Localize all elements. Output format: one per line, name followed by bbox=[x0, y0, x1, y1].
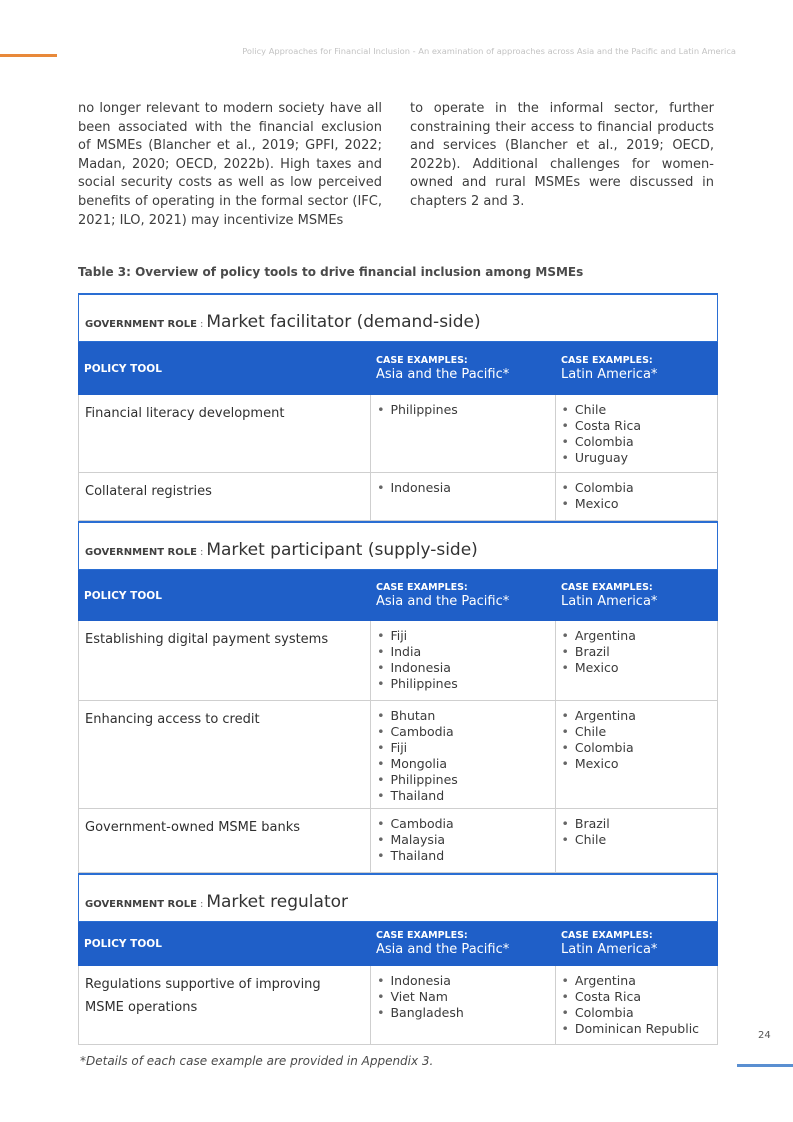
case-example-item: • Chile bbox=[562, 832, 713, 848]
policy-tool-name: Collateral registries bbox=[85, 484, 212, 499]
case-example-item: • Costa Rica bbox=[562, 418, 713, 434]
role-name: Market regulator bbox=[206, 892, 349, 912]
case-example-item: • Mongolia bbox=[377, 756, 549, 772]
asia-pacific-header: Asia and the Pacific* bbox=[376, 942, 510, 957]
policy-tool-name: Financial literacy development bbox=[85, 406, 285, 421]
case-examples-label: CASE EXAMPLES: bbox=[561, 581, 653, 593]
case-examples-label: CASE EXAMPLES: bbox=[561, 354, 653, 366]
case-example-item: • Bhutan bbox=[377, 708, 549, 724]
case-examples-label: CASE EXAMPLES: bbox=[376, 930, 468, 941]
asia-examples-list bbox=[377, 973, 549, 1021]
case-example-item: • Viet Nam bbox=[377, 989, 549, 1005]
case-example-item: • Dominican Republic bbox=[562, 1021, 712, 1037]
table-row bbox=[78, 809, 718, 873]
policy-tool-header: POLICY TOOL bbox=[84, 589, 162, 602]
column-header-row bbox=[78, 922, 718, 966]
case-example-item: • India bbox=[377, 644, 549, 660]
latin-america-header: Latin America* bbox=[561, 593, 658, 609]
case-example-item: • Indonesia bbox=[377, 973, 549, 989]
case-example-item: • Argentina bbox=[562, 628, 713, 644]
column-header-row bbox=[78, 342, 718, 395]
asia-examples-list bbox=[377, 816, 549, 864]
table-row bbox=[78, 395, 718, 473]
policy-tool-name: Establishing digital payment systems bbox=[85, 632, 329, 647]
case-example-item: • Mexico bbox=[562, 496, 713, 512]
running-header: Policy Approaches for Financial Inclusion - An examination of approaches across Asia and the Pacific and Latin America bbox=[242, 46, 736, 56]
case-example-item: • Argentina bbox=[562, 708, 713, 724]
case-example-item: • Indonesia bbox=[377, 660, 549, 676]
asia-examples-list bbox=[377, 402, 549, 418]
case-example-item: • Colombia bbox=[562, 1005, 712, 1021]
case-example-item: • Colombia bbox=[562, 740, 713, 756]
role-row-market-participant bbox=[78, 521, 718, 570]
policy-tool-name: Government-owned MSME banks bbox=[85, 820, 301, 835]
role-separator: : bbox=[199, 899, 204, 910]
policy-tools-table bbox=[78, 293, 718, 1045]
case-example-item: • Colombia bbox=[562, 480, 713, 496]
role-row-market-regulator bbox=[78, 873, 718, 922]
page-number: 24 bbox=[758, 1030, 771, 1041]
case-example-item: • Bangladesh bbox=[377, 1005, 549, 1021]
case-examples-label: CASE EXAMPLES: bbox=[376, 354, 468, 366]
policy-tool-header: POLICY TOOL bbox=[84, 362, 162, 375]
role-label: GOVERNMENT ROLE bbox=[85, 319, 197, 330]
role-label: GOVERNMENT ROLE bbox=[85, 899, 197, 910]
case-example-item: • Chile bbox=[562, 402, 713, 418]
latam-examples-list bbox=[562, 480, 713, 512]
latam-examples-list bbox=[562, 708, 713, 772]
role-name: Market participant (supply-side) bbox=[206, 540, 478, 560]
latam-examples-list bbox=[562, 816, 713, 848]
role-separator: : bbox=[199, 319, 204, 330]
asia-examples-list bbox=[377, 628, 549, 692]
role-row-market-facilitator bbox=[78, 293, 718, 342]
case-example-item: • Philippines bbox=[377, 676, 549, 692]
table-row bbox=[78, 701, 718, 809]
table-row bbox=[78, 473, 718, 521]
latam-examples-list bbox=[562, 402, 713, 466]
asia-pacific-header: Asia and the Pacific* bbox=[376, 366, 510, 382]
case-example-item: • Mexico bbox=[562, 756, 713, 772]
case-example-item: • Thailand bbox=[377, 848, 549, 864]
case-examples-label: CASE EXAMPLES: bbox=[561, 930, 653, 941]
asia-examples-list bbox=[377, 708, 549, 804]
policy-tool-header: POLICY TOOL bbox=[84, 938, 162, 950]
case-example-item: • Thailand bbox=[377, 788, 549, 804]
policy-tool-name: Regulations supportive of improving MSME operations bbox=[85, 977, 321, 1015]
case-example-item: • Cambodia bbox=[377, 724, 549, 740]
policy-tool-name: Enhancing access to credit bbox=[85, 712, 260, 727]
case-example-item: • Fiji bbox=[377, 628, 549, 644]
role-name: Market facilitator (demand-side) bbox=[206, 312, 481, 332]
case-example-item: • Colombia bbox=[562, 434, 713, 450]
table-row bbox=[78, 966, 718, 1045]
case-example-item: • Chile bbox=[562, 724, 713, 740]
table-row bbox=[78, 621, 718, 701]
latin-america-header: Latin America* bbox=[561, 942, 658, 957]
case-example-item: • Philippines bbox=[377, 772, 549, 788]
case-examples-label: CASE EXAMPLES: bbox=[376, 581, 468, 593]
table-caption: Table 3: Overview of policy tools to drive financial inclusion among MSMEs bbox=[78, 265, 584, 279]
case-example-item: • Brazil bbox=[562, 644, 713, 660]
case-example-item: • Philippines bbox=[377, 402, 549, 418]
case-example-item: • Fiji bbox=[377, 740, 549, 756]
role-separator: : bbox=[199, 547, 204, 558]
asia-pacific-header: Asia and the Pacific* bbox=[376, 593, 510, 609]
case-example-item: • Argentina bbox=[562, 973, 712, 989]
top-accent-line bbox=[0, 54, 57, 57]
role-label: GOVERNMENT ROLE bbox=[85, 547, 197, 558]
body-column-right: to operate in the informal sector, further constraining their access to financial products and services (Blancher et al., 2019; OECD, 2022b). Additional challenges for women-owned and rural MSMEs were discussed in chapters 2 and 3. bbox=[410, 101, 714, 209]
case-example-item: • Costa Rica bbox=[562, 989, 712, 1005]
bottom-accent-line bbox=[737, 1064, 793, 1067]
latam-examples-list bbox=[562, 973, 712, 1037]
asia-examples-list bbox=[377, 480, 549, 496]
column-header-row bbox=[78, 570, 718, 621]
case-example-item: • Malaysia bbox=[377, 832, 549, 848]
body-text bbox=[78, 100, 714, 230]
table-footnote: *Details of each case example are provided in Appendix 3. bbox=[80, 1054, 434, 1068]
latin-america-header: Latin America* bbox=[561, 366, 658, 382]
case-example-item: • Mexico bbox=[562, 660, 713, 676]
body-column-left: no longer relevant to modern society have all been associated with the financial exclusion of MSMEs (Blancher et al., 2019; GPFI, 2022; Madan, 2020; OECD, 2022b). High taxes and social security costs as well as low perceived benefits of operating in the formal sector (IFC, 2021; ILO, 2021) may incentivize MSMEs bbox=[78, 101, 382, 228]
case-example-item: • Indonesia bbox=[377, 480, 549, 496]
latam-examples-list bbox=[562, 628, 713, 676]
case-example-item: • Uruguay bbox=[562, 450, 713, 466]
case-example-item: • Cambodia bbox=[377, 816, 549, 832]
case-example-item: • Brazil bbox=[562, 816, 713, 832]
